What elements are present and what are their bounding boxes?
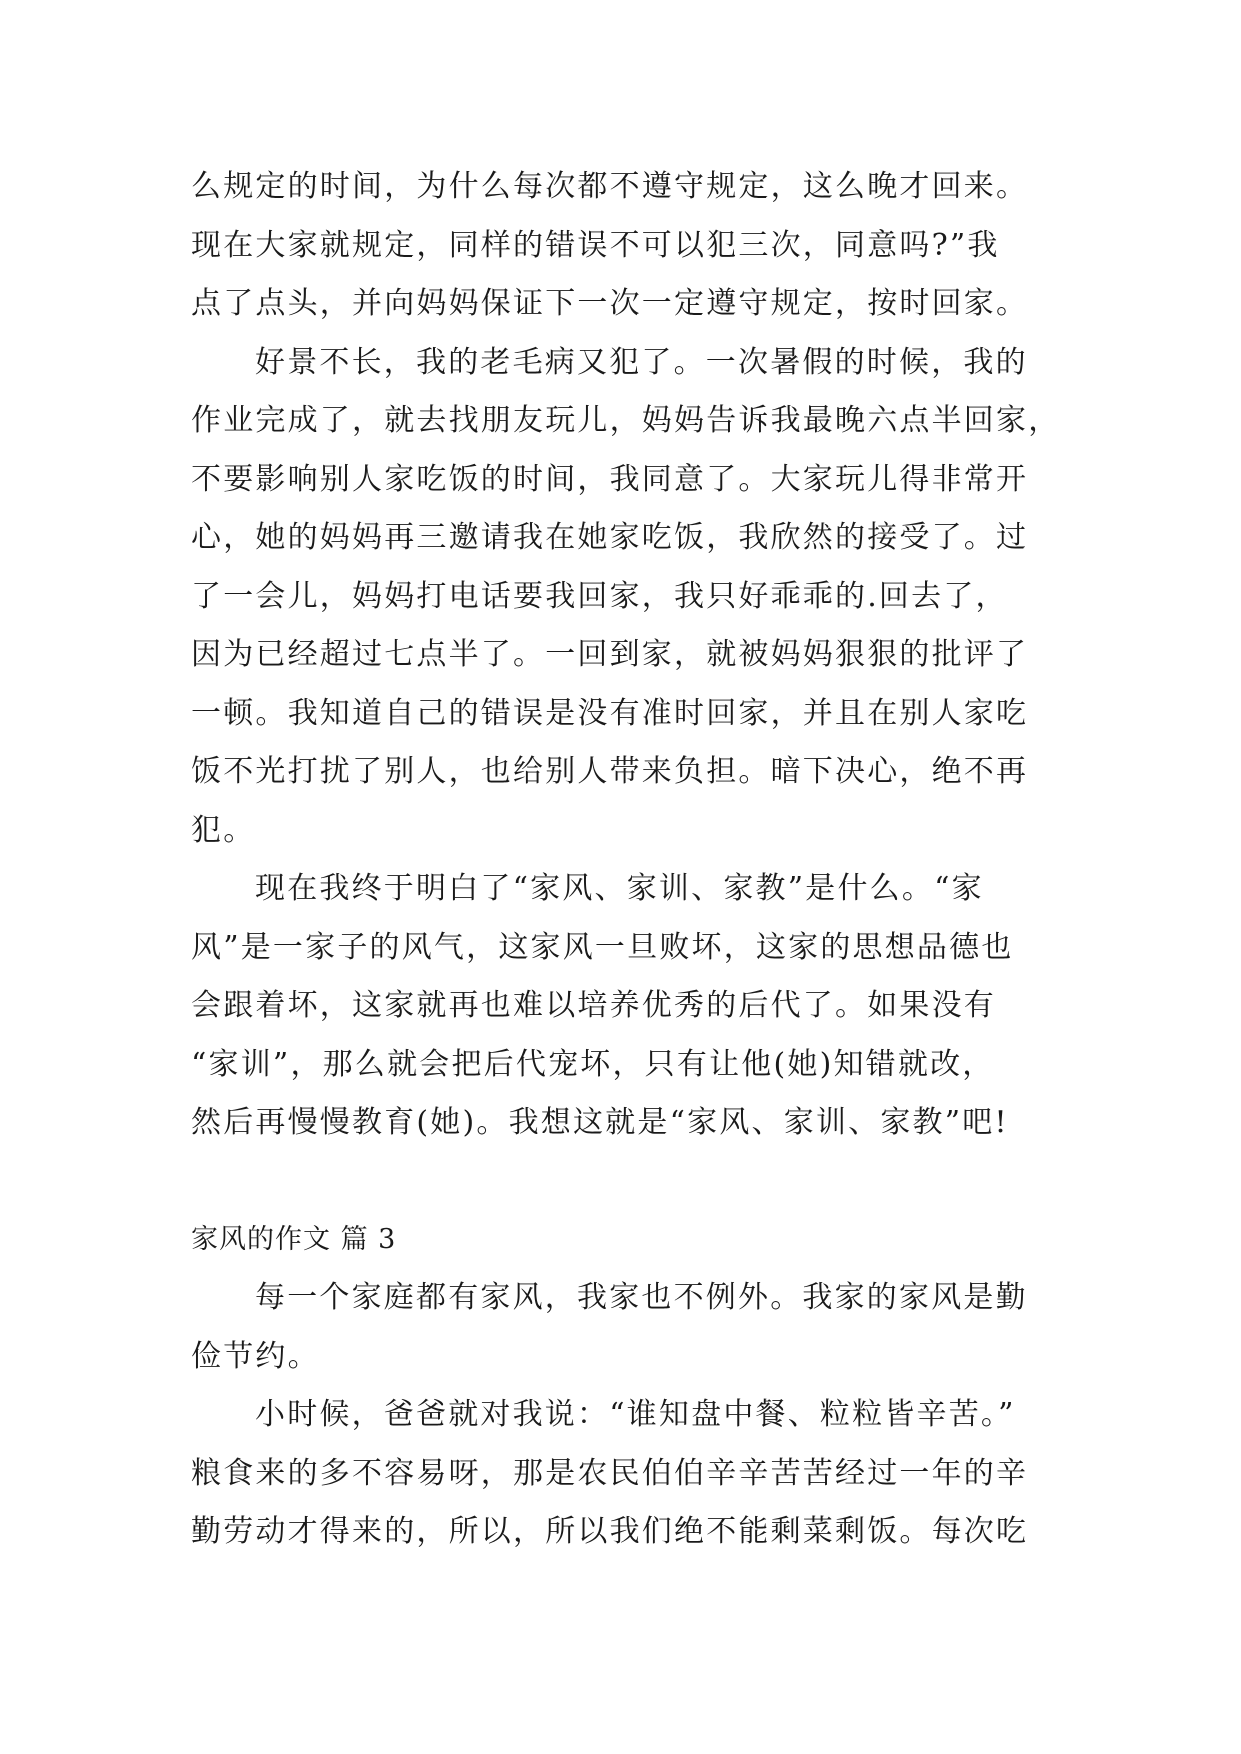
paragraph-father-saying — [191, 1386, 1071, 1562]
text-line: 粮食来的多不容易呀，那是农民伯伯辛辛苦苦经过一年的辛 — [191, 1455, 1029, 1491]
text-line: 犯。 — [191, 812, 256, 848]
paragraph-family-tradition — [191, 1269, 1071, 1386]
text-line: 点了点头，并向妈妈保证下一次一定遵守规定，按时回家。 — [191, 286, 1029, 321]
text-line: 饭不光打扰了别人，也给别人带来负担。暗下决心，绝不再 — [191, 754, 1029, 789]
text-line: 作业完成了，就去找朋友玩儿，妈妈告诉我最晚六点半回家， — [191, 403, 1061, 438]
text-line: 了一会儿，妈妈打电话要我回家，我只好乖乖的.回去了， — [191, 578, 1008, 614]
text-line: 小时候，爸爸就对我说：“谁知盘中餐、粒粒皆辛苦。” — [255, 1397, 1016, 1432]
text-line: 风”是一家子的风气，这家风一旦败坏，这家的思想品德也 — [191, 929, 1014, 965]
text-line: 不要影响别人家吃饭的时间，我同意了。大家玩儿得非常开 — [191, 461, 1029, 497]
text-line: 因为已经超过七点半了。一回到家，就被妈妈狠狠的批评了 — [191, 637, 1029, 672]
paragraph-conclusion — [191, 860, 1071, 1153]
text-line: 然后再慢慢教育(她)。我想这就是“家风、家训、家教”吧! — [191, 1105, 1009, 1140]
text-line: 现在我终于明白了“家风、家训、家教”是什么。“家 — [255, 871, 984, 906]
text-line: 心，她的妈妈再三邀请我在她家吃饭，我欣然的接受了。过 — [191, 520, 1029, 555]
paragraph-rule-reminder — [191, 158, 1071, 334]
article-heading: 家风的作文 篇 3 — [191, 1223, 397, 1255]
text-line: 一顿。我知道自己的错误是没有准时回家，并且在别人家吃 — [191, 695, 1029, 731]
document-page — [191, 158, 1071, 1562]
text-line: 每一个家庭都有家风，我家也不例外。我家的家风是勤 — [255, 1280, 1028, 1315]
section-gap — [191, 1153, 1071, 1211]
text-line: “家训”，那么就会把后代宠坏，只有让他(她)知错就改， — [191, 1046, 995, 1082]
text-line: 会跟着坏，这家就再也难以培养优秀的后代了。如果没有 — [191, 988, 996, 1023]
paragraph-late-again — [191, 334, 1071, 861]
text-line: 勤劳动才得来的，所以，所以我们绝不能剩菜剩饭。每次吃 — [191, 1514, 1029, 1549]
text-line: 么规定的时间，为什么每次都不遵守规定，这么晚才回来。 — [191, 169, 1029, 204]
text-line: 现在大家就规定，同样的错误不可以犯三次，同意吗?”我 — [191, 227, 1000, 263]
text-line: 俭节约。 — [191, 1338, 320, 1374]
text-line: 好景不长，我的老毛病又犯了。一次暑假的时候，我的 — [255, 344, 1028, 380]
